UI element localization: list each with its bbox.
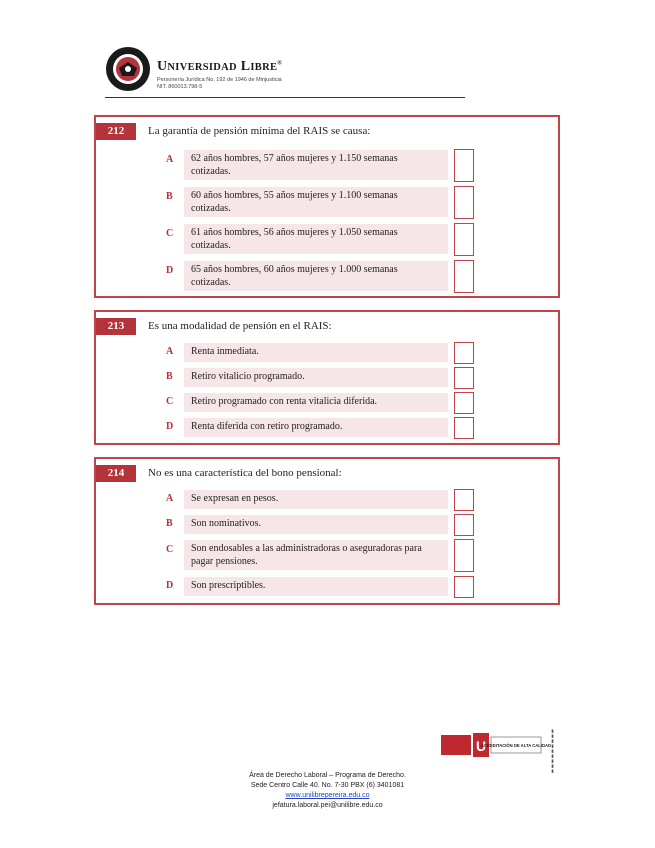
option-letter: B xyxy=(166,191,173,202)
option-text: Renta inmediata. xyxy=(184,343,448,362)
answer-checkbox[interactable] xyxy=(454,186,474,219)
answer-checkbox[interactable] xyxy=(454,576,474,598)
option-text: Son endosables a las administradoras o aseguradoras para pagar pensiones. xyxy=(184,540,448,570)
question-block-212 xyxy=(94,115,560,298)
option-letter: A xyxy=(166,493,174,504)
question-text: Es una modalidad de pensión en el RAIS: xyxy=(148,320,332,332)
option-text: Renta diferida con retiro programado. xyxy=(184,418,448,437)
svg-text:U: U xyxy=(475,738,487,754)
question-block-214 xyxy=(94,457,560,605)
question-number: 212 xyxy=(96,123,136,140)
question-number: 214 xyxy=(96,465,136,482)
university-name: UNIVERSIDAD LIBRE® xyxy=(157,59,283,74)
option-letter: D xyxy=(166,580,174,591)
document-header xyxy=(105,46,465,98)
option-letter: B xyxy=(166,518,173,529)
option-letter: A xyxy=(166,154,174,165)
answer-checkbox[interactable] xyxy=(454,342,474,364)
option-letter: D xyxy=(166,265,174,276)
answer-checkbox[interactable] xyxy=(454,392,474,414)
accreditation-logo xyxy=(441,733,552,759)
option-letter: C xyxy=(166,544,174,555)
question-number: 213 xyxy=(96,318,136,335)
nit-line: NIT. 860013.798-5 xyxy=(157,84,203,90)
option-text: Retiro programado con renta vitalicia diferida. xyxy=(184,393,448,412)
footer-email: jefatura.laboral.pei@unilibre.edu.co xyxy=(272,802,383,809)
option-text: Retiro vitalicio programado. xyxy=(184,368,448,387)
option-text: Se expresan en pesos. xyxy=(184,490,448,509)
option-letter: C xyxy=(166,228,174,239)
footer-website-link[interactable]: www.unilibrepereira.edu.co xyxy=(285,792,370,799)
legal-status-line: Personería Jurídica No. 192 de 1946 de Minjusticia xyxy=(157,77,282,83)
footer-address-line: Sede Centro Calle 40. No. 7-30 PBX (6) 3401081 xyxy=(250,782,405,789)
question-block-213 xyxy=(94,310,560,445)
answer-checkbox[interactable] xyxy=(454,223,474,256)
footer-contact xyxy=(0,771,655,811)
side-note: ▮▮▮▮▮▮▮▮▮ xyxy=(549,728,554,773)
option-letter: B xyxy=(166,371,173,382)
option-letter: A xyxy=(166,346,174,357)
answer-checkbox[interactable] xyxy=(454,489,474,511)
option-text: Son prescriptibles. xyxy=(184,577,448,596)
answer-checkbox[interactable] xyxy=(454,514,474,536)
option-text: Son nominativos. xyxy=(184,515,448,534)
option-letter: C xyxy=(166,396,174,407)
question-text: La garantía de pensión mínima del RAIS se causa: xyxy=(148,125,371,137)
option-text: 65 años hombres, 60 años mujeres y 1.000 semanas cotizadas. xyxy=(184,261,448,291)
footer-area-line: Área de Derecho Laboral – Programa de Derecho. xyxy=(249,772,406,779)
option-text: 60 años hombres, 55 años mujeres y 1.100 semanas cotizadas. xyxy=(184,187,448,217)
answer-checkbox[interactable] xyxy=(454,260,474,293)
answer-checkbox[interactable] xyxy=(454,417,474,439)
option-text: 62 años hombres, 57 años mujeres y 1.150 semanas cotizadas. xyxy=(184,150,448,180)
answer-checkbox[interactable] xyxy=(454,539,474,572)
question-text: No es una característica del bono pensional: xyxy=(148,467,342,479)
header-rule xyxy=(105,97,465,98)
svg-text:ACREDITACIÓN DE ALTA CALIDAD: ACREDITACIÓN DE ALTA CALIDAD xyxy=(480,743,552,748)
option-letter: D xyxy=(166,421,174,432)
answer-checkbox[interactable] xyxy=(454,149,474,182)
option-text: 61 años hombres, 56 años mujeres y 1.050 semanas cotizadas. xyxy=(184,224,448,254)
answer-checkbox[interactable] xyxy=(454,367,474,389)
university-seal-logo xyxy=(105,46,151,92)
